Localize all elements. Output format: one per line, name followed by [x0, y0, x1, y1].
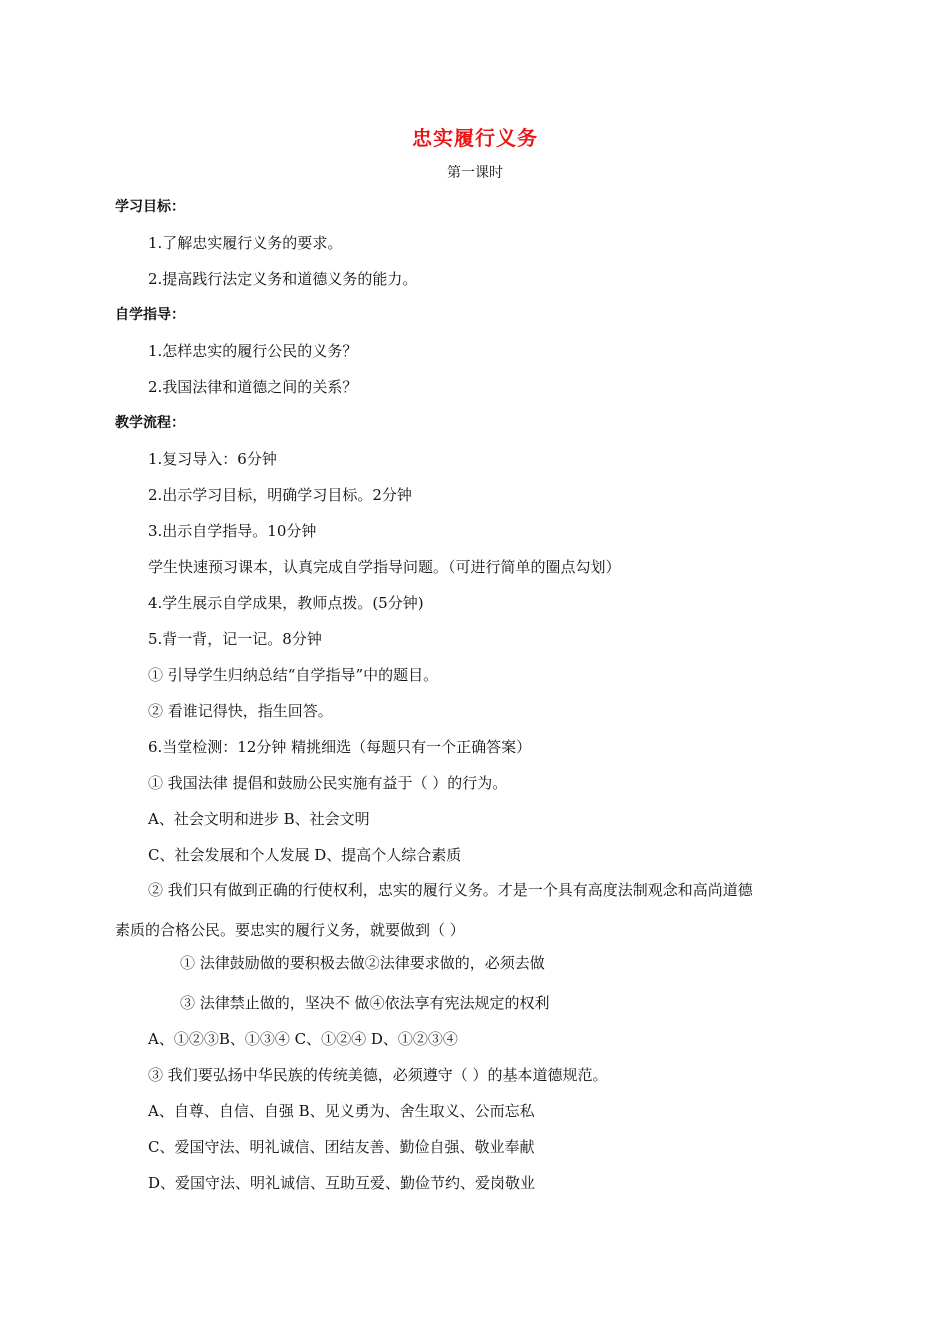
question-2-stem: ② 我们只有做到正确的行使权利，忠实的履行义务。才是一个具有高度法制观念和高尚道德: [148, 881, 753, 899]
question-2-item: ① 法律鼓励做的要积极去做②法律要求做的，必须去做: [180, 954, 545, 972]
flow-item: ① 引导学生归纳总结“自学指导”中的题目。: [148, 666, 439, 684]
goal-item: 2.提高践行法定义务和道德义务的能力。: [148, 270, 418, 288]
question-2-stem: 素质的合格公民。要忠实的履行义务，就要做到（ ）: [115, 921, 465, 939]
flow-heading: 教学流程：: [115, 415, 185, 431]
question-1-stem: ① 我国法律 提倡和鼓励公民实施有益于（ ）的行为。: [148, 774, 508, 792]
question-3-option: C、爱国守法、明礼诚信、团结友善、勤俭自强、敬业奉献: [148, 1138, 535, 1156]
flow-item: 4.学生展示自学成果，教师点拨。(5分钟): [148, 594, 424, 612]
flow-item: 3.出示自学指导。10分钟: [148, 522, 317, 540]
question-2-options: A、①②③B、①③④ C、①②④ D、①②③④: [148, 1030, 458, 1048]
guide-item: 2.我国法律和道德之间的关系？: [148, 378, 358, 396]
flow-item: 5.背一背，记一记。8分钟: [148, 630, 322, 648]
flow-item: 2.出示学习目标，明确学习目标。2分钟: [148, 486, 412, 504]
question-3-option: A、自尊、自信、自强 B、见义勇为、舍生取义、公而忘私: [148, 1102, 535, 1120]
flow-item: 学生快速预习课本，认真完成自学指导问题。（可进行简单的圈点勾划）: [148, 558, 621, 576]
goals-heading: 学习目标：: [115, 199, 185, 215]
question-2-item: ③ 法律禁止做的，坚决不 做④依法享有宪法规定的权利: [180, 994, 550, 1012]
question-3-option: D、爱国守法、明礼诚信、互助互爱、勤俭节约、爱岗敬业: [148, 1174, 536, 1192]
guide-item: 1.怎样忠实的履行公民的义务？: [148, 342, 358, 360]
question-3-stem: ③ 我们要弘扬中华民族的传统美德，必须遵守（ ）的基本道德规范。: [148, 1066, 608, 1084]
guide-heading: 自学指导：: [115, 307, 185, 323]
document-title: 忠实履行义务: [412, 126, 538, 150]
goal-item: 1.了解忠实履行义务的要求。: [148, 234, 343, 252]
document-subtitle: 第一课时: [447, 165, 503, 181]
flow-item: 6.当堂检测：12分钟 精挑细选（每题只有一个正确答案）: [148, 738, 532, 756]
question-1-options: A、社会文明和进步 B、社会文明: [148, 810, 370, 828]
question-1-options: C、社会发展和个人发展 D、提高个人综合素质: [148, 846, 462, 864]
flow-item: ② 看谁记得快，指生回答。: [148, 702, 333, 720]
flow-item: 1.复习导入：6分钟: [148, 450, 277, 468]
